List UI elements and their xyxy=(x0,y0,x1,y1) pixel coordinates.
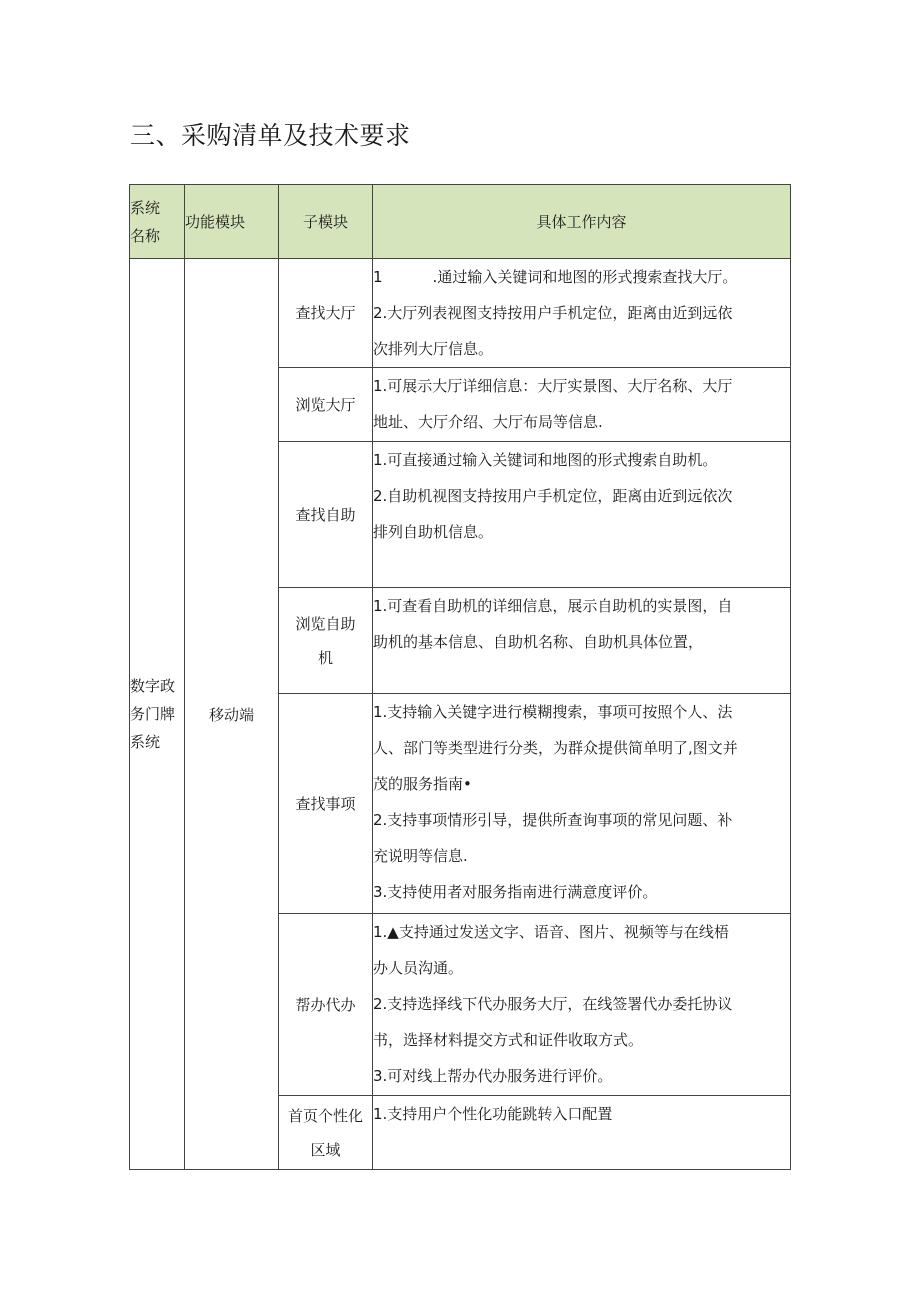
system-name-line: 务门牌 xyxy=(130,705,176,723)
work-content-fragment: 1 xyxy=(373,268,383,286)
work-content-line: 1.可查看自助机的详细信息，展示自助机的实景图，自 xyxy=(373,597,733,615)
sub-module-cell xyxy=(279,914,373,1096)
sub-module-cell xyxy=(279,368,373,442)
work-content-line: 1.▲支持通过发送文字、语音、图片、视频等与在线梧 xyxy=(373,923,729,941)
work-content-line: 1.支持输入关键字进行模糊搜索，事项可按照个人、法 xyxy=(373,703,733,721)
work-content-line: 3.可对线上帮办代办服务进行评价。 xyxy=(373,1067,613,1085)
work-content-line: 地址、大厅介绍、大厅布局等信息. xyxy=(373,413,603,431)
work-content-line: 办人员沟通。 xyxy=(373,959,464,977)
work-content-line: 3.支持使用者对服务指南进行满意度评价。 xyxy=(373,883,658,901)
sub-module-line: 查找事项 xyxy=(295,794,356,813)
sub-module-line: 浏览自助 xyxy=(295,614,356,633)
work-content-cell xyxy=(373,442,791,588)
work-content-line: 书，选择材料提交方式和证件收取方式。 xyxy=(373,1031,644,1049)
sub-module-line: 区域 xyxy=(310,1140,341,1159)
sub-module-line: 首页个性化 xyxy=(287,1106,363,1125)
work-content-cell xyxy=(373,914,791,1096)
work-content-line: 2.支持事项情形引导，提供所查询事项的常见问题、补 xyxy=(373,811,733,829)
system-name-line: 数字政 xyxy=(130,677,176,695)
work-content-line: 1.可展示大厅详细信息：大厅实景图、大厅名称、大厅 xyxy=(373,377,733,395)
work-content-line: 充说明等信息. xyxy=(373,847,468,865)
work-content-line: 2.支持选择线下代办服务大厅，在线签署代办委托协议 xyxy=(373,995,733,1013)
sub-module-cell xyxy=(279,1096,373,1170)
procurement-spec-table xyxy=(129,184,791,1170)
work-content-line: 次排列大厅信息。 xyxy=(373,340,494,358)
function-module-cell: 移动端 xyxy=(185,259,279,1170)
work-content-cell xyxy=(373,259,791,368)
system-name-line: 系统 xyxy=(130,733,161,751)
work-content-line: 人、部门等类型进行分类，为群众提供简单明了,图文并 xyxy=(373,739,738,757)
work-content-line: 茂的服务指南• xyxy=(373,775,472,793)
header-system-name xyxy=(130,185,185,259)
work-content-cell xyxy=(373,694,791,914)
sub-module-cell xyxy=(279,694,373,914)
system-name-cell xyxy=(130,259,185,1170)
table-row xyxy=(130,259,791,368)
header-work-content: 具体工作内容 xyxy=(373,185,791,259)
sub-module-line: 查找自助 xyxy=(295,505,356,524)
table-body xyxy=(130,259,791,1170)
section-heading: 三、采购清单及技术要求 xyxy=(130,121,411,150)
work-content-line: 1.支持用户个性化功能跳转入口配置 xyxy=(373,1105,613,1123)
sub-module-line: 浏览大厅 xyxy=(295,395,356,414)
header-function-module: 功能模块 xyxy=(185,185,279,259)
sub-module-line: 查找大厅 xyxy=(295,304,356,322)
header-system-name-line: 名称 xyxy=(130,226,161,245)
work-content-line: 2.自助机视图支持按用户手机定位，距离由近到远依次 xyxy=(373,487,733,505)
work-content-line: 排列自助机信息。 xyxy=(373,523,494,541)
work-content-cell xyxy=(373,368,791,442)
sub-module-line: 帮办代办 xyxy=(295,995,356,1014)
work-content-line: 2.大厅列表视图支持按用户手机定位，距离由近到远依 xyxy=(373,304,733,322)
work-content-line: 1.可直接通过输入关键词和地图的形式搜索自助机。 xyxy=(373,451,718,469)
header-system-name-line: 系统 xyxy=(130,198,161,217)
work-content-line: 助机的基本信息、自助机名称、自助机具体位置， xyxy=(373,633,704,651)
sub-module-line: 机 xyxy=(317,648,333,667)
work-content-cell xyxy=(373,588,791,694)
sub-module-cell xyxy=(279,259,373,368)
sub-module-cell xyxy=(279,442,373,588)
header-sub-module: 子模块 xyxy=(279,185,373,259)
table-header-row xyxy=(130,185,791,259)
work-content-line xyxy=(373,259,790,295)
work-content-cell xyxy=(373,1096,791,1170)
work-content-fragment: .通过输入关键词和地图的形式搜索查找大厅。 xyxy=(432,268,738,286)
sub-module-cell xyxy=(279,588,373,694)
